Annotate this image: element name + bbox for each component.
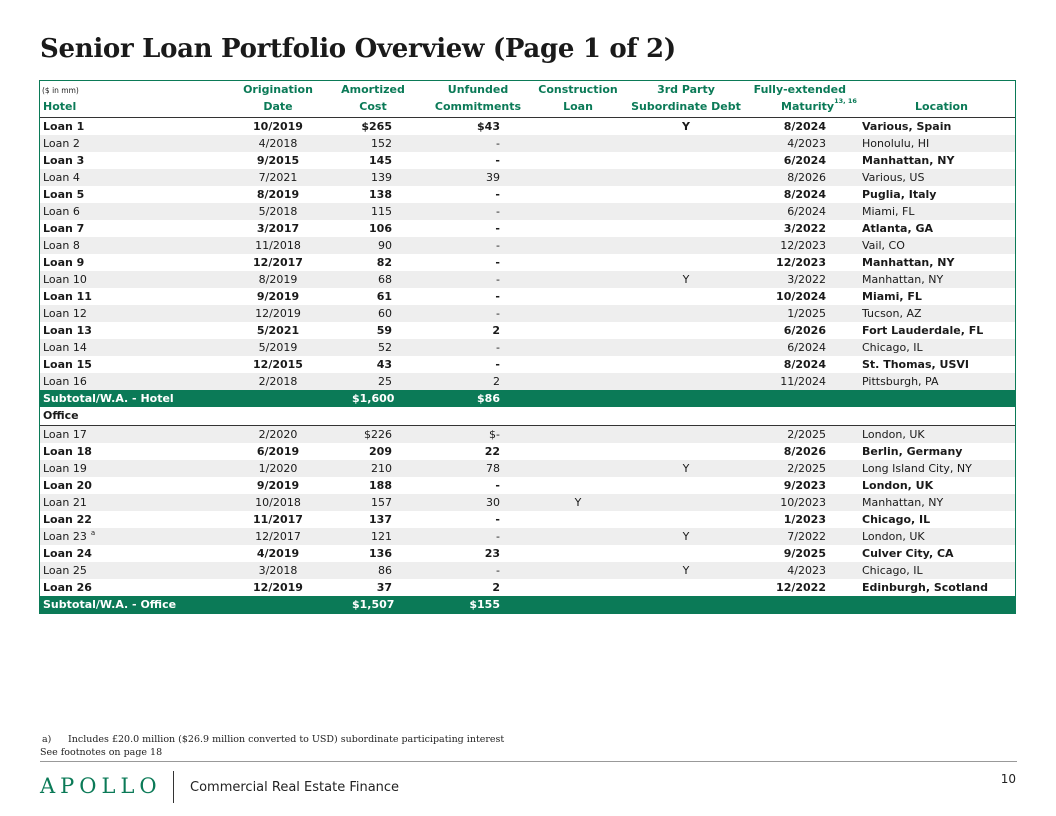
amortized-cost: 209	[369, 445, 392, 458]
loan-name: Loan 14	[43, 341, 87, 354]
loan-portfolio-table	[39, 80, 1016, 614]
loan-name-cell	[43, 118, 84, 135]
origination-date: 5/2021	[256, 324, 300, 337]
origination-date: 8/2019	[258, 273, 298, 286]
loan-name: Loan 5	[43, 188, 85, 201]
unfunded-commitment: 2	[493, 375, 500, 388]
header-unfunded: Unfunded	[447, 83, 509, 96]
table-row	[40, 477, 1015, 494]
maturity: 6/2026	[783, 324, 826, 337]
table-row	[40, 203, 1015, 220]
location: Long Island City, NY	[862, 462, 972, 475]
loan-name: Loan 3	[43, 154, 85, 167]
subordinate-debt: Y	[682, 120, 690, 133]
loan-name: Loan 17	[43, 428, 87, 441]
header-date: Date	[263, 100, 293, 113]
loan-name: Loan 22	[43, 513, 92, 526]
loan-name: Loan 18	[43, 445, 92, 458]
table-row	[40, 152, 1015, 169]
loan-name: Loan 24	[43, 547, 92, 560]
amortized-cost: 152	[371, 137, 392, 150]
loan-name: Loan 26	[43, 581, 92, 594]
origination-date: 9/2019	[256, 479, 300, 492]
unfunded-commitment: -	[496, 205, 500, 218]
table-row	[40, 254, 1015, 271]
location: Vail, CO	[862, 239, 905, 252]
footnote-text: Includes £20.0 million ($26.9 million converted to USD) subordinate participating interest	[68, 734, 505, 745]
table-row	[40, 545, 1015, 562]
subtotal-cost: $1,600	[352, 392, 395, 405]
maturity: 10/2024	[776, 290, 826, 303]
table-row	[40, 443, 1015, 460]
footer-tagline: Commercial Real Estate Finance	[190, 780, 400, 795]
subtotal-row-office	[40, 596, 1015, 613]
unfunded-commitment: -	[495, 222, 500, 235]
section-heading-office	[40, 407, 1015, 426]
loan-name: Loan 15	[43, 358, 92, 371]
location: Pittsburgh, PA	[862, 375, 939, 388]
loan-name-cell	[43, 579, 92, 596]
amortized-cost: 82	[376, 256, 392, 269]
table-row	[40, 356, 1015, 373]
subordinate-debt: Y	[682, 530, 690, 543]
origination-date: 7/2021	[258, 171, 298, 184]
maturity: 10/2023	[780, 496, 826, 509]
loan-name: Loan 9	[43, 256, 85, 269]
unfunded-commitment: $-	[489, 428, 500, 441]
location: Puglia, Italy	[862, 188, 937, 201]
loan-name-cell	[43, 477, 92, 494]
maturity: 12/2023	[776, 256, 826, 269]
maturity: 4/2023	[787, 137, 826, 150]
loan-name: Loan 2	[43, 137, 80, 150]
maturity: 8/2024	[783, 120, 826, 133]
table-row	[40, 305, 1015, 322]
origination-date: 11/2017	[253, 513, 303, 526]
loan-name: Loan 12	[43, 307, 87, 320]
location: Chicago, IL	[862, 513, 931, 526]
loan-name-cell	[43, 460, 87, 477]
table-header	[40, 81, 1015, 118]
location: Tucson, AZ	[862, 307, 922, 320]
origination-date: 3/2018	[258, 564, 298, 577]
table-row	[40, 579, 1015, 596]
loan-name: Loan 1	[43, 120, 85, 133]
unfunded-commitment: -	[495, 256, 500, 269]
origination-date: 12/2017	[253, 256, 303, 269]
loan-footnote-marker: a	[90, 529, 96, 537]
loan-name-cell	[43, 494, 87, 511]
maturity: 1/2025	[787, 307, 826, 320]
loan-name-cell	[43, 511, 92, 528]
subordinate-debt: Y	[682, 462, 690, 475]
loan-name-cell	[43, 288, 92, 305]
subtotal-row-hotel	[40, 390, 1015, 407]
see-footnotes: See footnotes on page 18	[40, 747, 163, 758]
unfunded-commitment: 2	[492, 324, 500, 337]
apollo-logo: APOLLO	[40, 774, 162, 798]
origination-date: 2/2020	[258, 428, 298, 441]
amortized-cost: 157	[371, 496, 392, 509]
subtotal-label: Subtotal/W.A. - Hotel	[43, 392, 174, 405]
origination-date: 4/2018	[258, 137, 298, 150]
table-row	[40, 339, 1015, 356]
amortized-cost: 52	[378, 341, 392, 354]
footer-divider	[173, 771, 174, 803]
unfunded-commitment: -	[495, 358, 500, 371]
header-fully-extended: Fully-extended	[753, 83, 846, 96]
header-amortized: Amortized	[341, 83, 405, 96]
loan-name-cell	[43, 220, 84, 237]
loan-name-cell	[43, 169, 80, 186]
location: Manhattan, NY	[862, 496, 944, 509]
table-row	[40, 288, 1015, 305]
location: Honolulu, HI	[862, 137, 930, 150]
amortized-cost: $265	[361, 120, 392, 133]
unfunded-commitment: 78	[486, 462, 500, 475]
amortized-cost: 210	[371, 462, 392, 475]
amortized-cost: 59	[376, 324, 392, 337]
maturity: 3/2022	[783, 222, 826, 235]
unfunded-commitment: -	[496, 530, 500, 543]
amortized-cost: 188	[369, 479, 392, 492]
origination-date: 5/2018	[258, 205, 298, 218]
loan-name-cell	[43, 237, 80, 254]
footer-rule	[40, 761, 1017, 762]
location: Various, US	[862, 171, 925, 184]
footnote-label: a)	[42, 734, 52, 745]
maturity: 3/2022	[787, 273, 826, 286]
header-maturity	[781, 97, 857, 113]
location: Miami, FL	[862, 205, 915, 218]
amortized-cost: 121	[371, 530, 392, 543]
table-body	[40, 118, 1015, 613]
section-title: Office	[43, 409, 79, 422]
loan-name-cell	[43, 339, 87, 356]
unfunded-commitment: 23	[484, 547, 500, 560]
table-row	[40, 237, 1015, 254]
unfunded-commitment: 30	[486, 496, 500, 509]
loan-name-cell	[43, 271, 87, 288]
header-location: Location	[915, 100, 968, 113]
unfunded-commitment: -	[495, 513, 500, 526]
amortized-cost: 86	[378, 564, 392, 577]
origination-date: 4/2019	[256, 547, 300, 560]
amortized-cost: 138	[369, 188, 392, 201]
unfunded-commitment: -	[496, 239, 500, 252]
location: St. Thomas, USVI	[862, 358, 969, 371]
origination-date: 12/2017	[255, 530, 301, 543]
table-row	[40, 271, 1015, 288]
maturity: 6/2024	[787, 205, 826, 218]
loan-name: Loan 10	[43, 273, 87, 286]
origination-date: 10/2018	[255, 496, 301, 509]
maturity: 9/2023	[783, 479, 826, 492]
header-cost: Cost	[359, 100, 387, 113]
unfunded-commitment: 2	[492, 581, 500, 594]
unfunded-commitment: -	[496, 564, 500, 577]
unfunded-commitment: -	[496, 307, 500, 320]
maturity: 6/2024	[787, 341, 826, 354]
origination-date: 12/2019	[255, 307, 301, 320]
table-row	[40, 511, 1015, 528]
loan-name: Loan 25	[43, 564, 87, 577]
location: Manhattan, NY	[862, 273, 944, 286]
location: Atlanta, GA	[862, 222, 934, 235]
footnote-a	[40, 734, 504, 745]
origination-date: 3/2017	[256, 222, 300, 235]
amortized-cost: 106	[369, 222, 392, 235]
header-maturity-label: Maturity	[781, 100, 835, 113]
table-row	[40, 186, 1015, 203]
unfunded-commitment: 39	[486, 171, 500, 184]
location: Chicago, IL	[862, 564, 923, 577]
maturity: 8/2024	[783, 188, 826, 201]
loan-name: Loan 8	[43, 239, 80, 252]
subtotal-unfunded: $155	[469, 598, 500, 611]
loan-name-cell	[43, 373, 87, 390]
header-commitments: Commitments	[434, 100, 522, 113]
amortized-cost: 37	[376, 581, 392, 594]
header-hotel: Hotel	[43, 100, 77, 113]
unfunded-commitment: -	[495, 290, 500, 303]
location: Manhattan, NY	[862, 256, 955, 269]
origination-date: 11/2018	[255, 239, 301, 252]
loan-name-cell	[43, 322, 92, 339]
unfunded-commitment: 22	[484, 445, 500, 458]
loan-name: Loan 16	[43, 375, 87, 388]
loan-name: Loan 6	[43, 205, 80, 218]
amortized-cost: 68	[378, 273, 392, 286]
amortized-cost: 25	[378, 375, 392, 388]
loan-name-cell	[43, 305, 87, 322]
loan-name: Loan 11	[43, 290, 92, 303]
origination-date: 12/2015	[253, 358, 303, 371]
table-row	[40, 494, 1015, 511]
maturity: 1/2023	[783, 513, 826, 526]
amortized-cost: 136	[369, 547, 392, 560]
subordinate-debt: Y	[682, 273, 690, 286]
origination-date: 1/2020	[258, 462, 298, 475]
table-row	[40, 460, 1015, 477]
subtotal-label: Subtotal/W.A. - Office	[43, 598, 177, 611]
unfunded-commitment: -	[496, 273, 500, 286]
maturity: 9/2025	[783, 547, 826, 560]
maturity: 6/2024	[783, 154, 826, 167]
loan-name-cell	[43, 254, 84, 271]
loan-name: Loan 23	[43, 530, 87, 543]
amortized-cost: $226	[364, 428, 392, 441]
amortized-cost: 60	[378, 307, 392, 320]
origination-date: 9/2015	[256, 154, 300, 167]
loan-name-cell	[43, 152, 84, 169]
loan-name: Loan 20	[43, 479, 92, 492]
location: London, UK	[862, 479, 934, 492]
maturity: 2/2025	[787, 428, 826, 441]
loan-name: Loan 21	[43, 496, 87, 509]
location: Various, Spain	[862, 120, 952, 133]
maturity: 8/2024	[783, 358, 826, 371]
header-origination: Origination	[243, 83, 313, 96]
location: Berlin, Germany	[862, 445, 963, 458]
origination-date: 9/2019	[256, 290, 300, 303]
subtotal-unfunded: $86	[477, 392, 500, 405]
amortized-cost: 115	[371, 205, 392, 218]
amortized-cost: 139	[371, 171, 392, 184]
table-row	[40, 373, 1015, 390]
unfunded-commitment: -	[495, 154, 500, 167]
header-construction: Construction	[538, 83, 618, 96]
maturity: 8/2026	[783, 445, 826, 458]
maturity: 12/2022	[776, 581, 826, 594]
amortized-cost: 137	[369, 513, 392, 526]
location: Chicago, IL	[862, 341, 923, 354]
construction-loan: Y	[574, 496, 582, 509]
amortized-cost: 43	[376, 358, 392, 371]
header-subordinate-debt: Subordinate Debt	[631, 100, 741, 113]
table-row	[40, 426, 1015, 443]
location: Culver City, CA	[862, 547, 954, 560]
loan-name-cell	[43, 356, 92, 373]
maturity: 7/2022	[787, 530, 826, 543]
location: London, UK	[862, 428, 925, 441]
table-row	[40, 322, 1015, 339]
maturity: 4/2023	[787, 564, 826, 577]
loan-name: Loan 19	[43, 462, 87, 475]
loan-name: Loan 4	[43, 171, 80, 184]
loan-name-cell	[43, 562, 87, 579]
loan-name-cell	[43, 426, 87, 443]
loan-name-cell	[43, 186, 84, 203]
origination-date: 6/2019	[256, 445, 300, 458]
maturity: 11/2024	[780, 375, 826, 388]
unfunded-commitment: $43	[477, 120, 500, 133]
table-row	[40, 118, 1015, 135]
origination-date: 5/2019	[258, 341, 298, 354]
amortized-cost: 61	[376, 290, 392, 303]
origination-date: 2/2018	[258, 375, 298, 388]
origination-date: 8/2019	[256, 188, 300, 201]
page-number: 10	[1000, 772, 1016, 786]
loan-name-cell	[43, 203, 80, 220]
location: Miami, FL	[862, 290, 922, 303]
units-note: ($ in mm)	[42, 86, 79, 95]
unfunded-commitment: -	[495, 479, 500, 492]
maturity: 8/2026	[787, 171, 826, 184]
maturity: 12/2023	[780, 239, 826, 252]
maturity: 2/2025	[787, 462, 826, 475]
header-maturity-footnote: 13, 16	[834, 97, 857, 105]
amortized-cost: 90	[378, 239, 392, 252]
header-loan: Loan	[563, 100, 593, 113]
location: Fort Lauderdale, FL	[862, 324, 984, 337]
loan-name-cell	[43, 443, 92, 460]
loan-name-cell	[43, 545, 92, 562]
table-row	[40, 169, 1015, 186]
loan-name: Loan 13	[43, 324, 92, 337]
table-row	[40, 135, 1015, 152]
subtotal-cost: $1,507	[352, 598, 395, 611]
unfunded-commitment: -	[495, 188, 500, 201]
table-row	[40, 562, 1015, 579]
location: London, UK	[862, 530, 925, 543]
page-title: Senior Loan Portfolio Overview (Page 1 of 2)	[40, 34, 676, 64]
loan-name-cell	[43, 135, 80, 152]
loan-name: Loan 7	[43, 222, 85, 235]
table-row	[40, 220, 1015, 237]
location: Edinburgh, Scotland	[862, 581, 988, 594]
header-3rd-party: 3rd Party	[657, 83, 715, 96]
amortized-cost: 145	[369, 154, 392, 167]
table-row	[40, 528, 1015, 545]
subordinate-debt: Y	[682, 564, 690, 577]
origination-date: 12/2019	[253, 581, 303, 594]
location: Manhattan, NY	[862, 154, 955, 167]
unfunded-commitment: -	[496, 137, 500, 150]
unfunded-commitment: -	[496, 341, 500, 354]
origination-date: 10/2019	[253, 120, 303, 133]
